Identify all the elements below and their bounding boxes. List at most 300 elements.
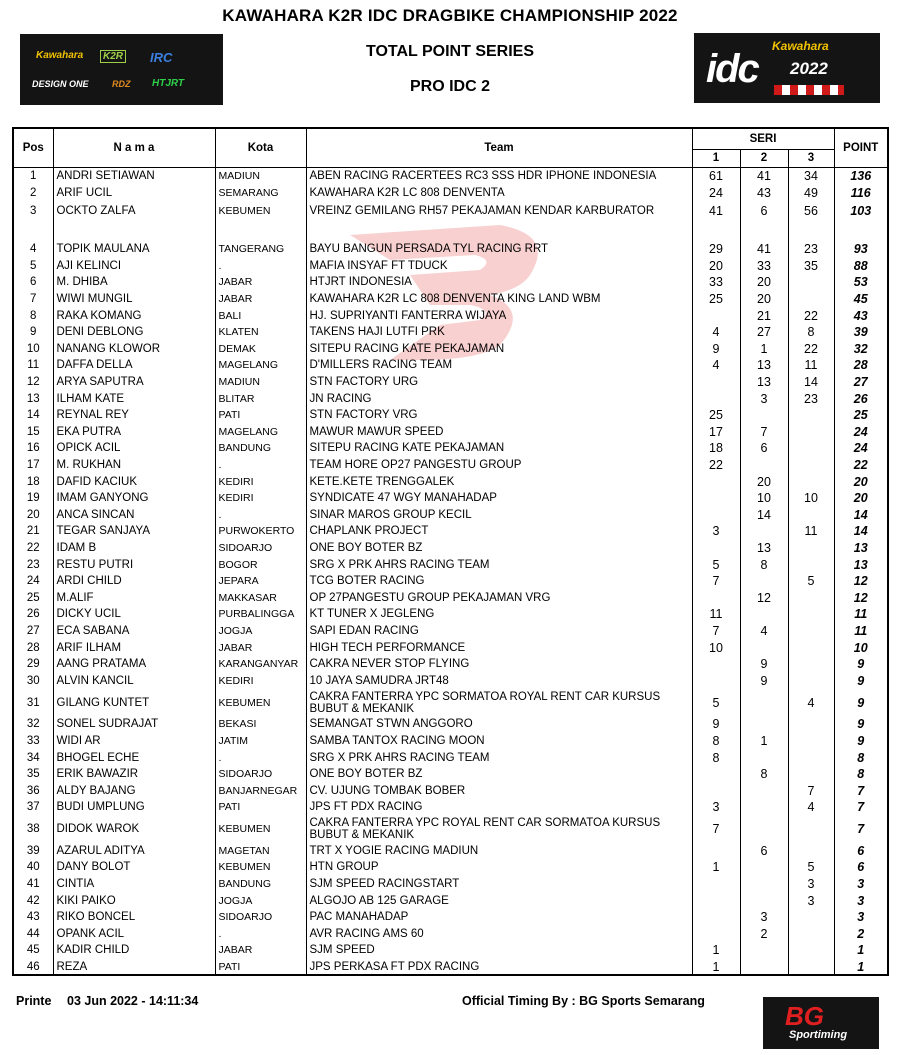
seri-2-cell: 6: [740, 440, 788, 457]
table-row: [13, 440, 888, 457]
city-cell: PURBALINGGA: [215, 606, 306, 623]
point-cell: 39: [834, 324, 888, 341]
seri-1-cell: [692, 876, 740, 893]
team-cell: TEAM HORE OP27 PANGESTU GROUP: [306, 457, 692, 474]
city-cell: KEBUMEN: [215, 201, 306, 221]
seri-1-cell: [692, 307, 740, 324]
seri-1-cell: [692, 507, 740, 524]
seri-2-cell: 7: [740, 424, 788, 441]
team-cell: SJM SPEED: [306, 942, 692, 959]
col-kota: Kota: [215, 128, 306, 167]
city-cell: JABAR: [215, 274, 306, 291]
name-cell: AANG PRATAMA: [53, 656, 215, 673]
seri-3-cell: [788, 540, 834, 557]
team-cell: JN RACING: [306, 390, 692, 407]
pos-cell: 10: [13, 341, 53, 358]
seri-1-cell: 61: [692, 167, 740, 184]
table-row: [13, 876, 888, 893]
city-cell: BOGOR: [215, 556, 306, 573]
point-cell: 136: [834, 167, 888, 184]
pos-cell: 29: [13, 656, 53, 673]
pos-cell: 20: [13, 507, 53, 524]
seri-3-cell: 11: [788, 357, 834, 374]
seri-2-cell: [740, 606, 788, 623]
pos-cell: 30: [13, 672, 53, 689]
table-row: [13, 716, 888, 733]
point-cell: 53: [834, 274, 888, 291]
name-cell: REZA: [53, 959, 215, 976]
col-seri: SERI: [692, 128, 834, 149]
name-cell: DICKY UCIL: [53, 606, 215, 623]
name-cell: DENI DEBLONG: [53, 324, 215, 341]
point-cell: 1: [834, 959, 888, 976]
table-row: [13, 258, 888, 275]
city-cell: JABAR: [215, 291, 306, 308]
name-cell: WIDI AR: [53, 733, 215, 750]
pos-cell: 4: [13, 241, 53, 258]
seri-2-cell: [740, 523, 788, 540]
name-cell: CINTIA: [53, 876, 215, 893]
point-cell: 14: [834, 507, 888, 524]
point-cell: 20: [834, 473, 888, 490]
name-cell: ECA SABANA: [53, 623, 215, 640]
pos-cell: 22: [13, 540, 53, 557]
city-cell: KLATEN: [215, 324, 306, 341]
seri-2-cell: 41: [740, 241, 788, 258]
team-cell: SRG X PRK AHRS RACING TEAM: [306, 556, 692, 573]
point-cell: 11: [834, 606, 888, 623]
table-row: [13, 656, 888, 673]
name-cell: GILANG KUNTET: [53, 689, 215, 716]
irc-logo: IRC: [150, 50, 173, 65]
seri-1-cell: [692, 540, 740, 557]
point-cell: 13: [834, 540, 888, 557]
seri-1-cell: [692, 589, 740, 606]
table-row: [13, 733, 888, 750]
table-row: [13, 184, 888, 201]
table-row: [13, 623, 888, 640]
name-cell: DANY BOLOT: [53, 859, 215, 876]
city-cell: KEBUMEN: [215, 689, 306, 716]
name-cell: RESTU PUTRI: [53, 556, 215, 573]
seri-2-cell: 33: [740, 258, 788, 275]
seri-2-cell: 8: [740, 766, 788, 783]
pos-cell: 43: [13, 909, 53, 926]
pos-cell: 27: [13, 623, 53, 640]
point-cell: 8: [834, 766, 888, 783]
name-cell: OCKTO ZALFA: [53, 201, 215, 221]
seri-1-cell: [692, 221, 740, 241]
name-cell: [53, 221, 215, 241]
pos-cell: 12: [13, 374, 53, 391]
team-cell: JPS FT PDX RACING: [306, 799, 692, 816]
point-cell: 22: [834, 457, 888, 474]
pos-cell: 17: [13, 457, 53, 474]
city-cell: PATI: [215, 959, 306, 976]
name-cell: OPICK ACIL: [53, 440, 215, 457]
seri-1-cell: 8: [692, 749, 740, 766]
point-cell: 7: [834, 799, 888, 816]
seri-1-cell: [692, 473, 740, 490]
bg-text: BG: [785, 1001, 824, 1031]
pos-cell: 35: [13, 766, 53, 783]
seri-2-cell: 20: [740, 291, 788, 308]
table-row: [13, 540, 888, 557]
bg-sportiming-logo: [763, 997, 879, 1049]
city-cell: SIDOARJO: [215, 766, 306, 783]
name-cell: ALDY BAJANG: [53, 782, 215, 799]
point-cell: 9: [834, 689, 888, 716]
pos-cell: 21: [13, 523, 53, 540]
name-cell: SONEL SUDRAJAT: [53, 716, 215, 733]
pos-cell: 1: [13, 167, 53, 184]
table-row: [13, 357, 888, 374]
name-cell: ARIF ILHAM: [53, 639, 215, 656]
city-cell: MAKKASAR: [215, 589, 306, 606]
seri-1-cell: 1: [692, 959, 740, 976]
seri-3-cell: [788, 589, 834, 606]
point-cell: 88: [834, 258, 888, 275]
city-cell: PATI: [215, 799, 306, 816]
seri-2-cell: 43: [740, 184, 788, 201]
htjrt-logo: HTJRT: [152, 78, 185, 89]
seri-3-cell: [788, 507, 834, 524]
seri-1-cell: 18: [692, 440, 740, 457]
seri-1-cell: 9: [692, 716, 740, 733]
name-cell: ARYA SAPUTRA: [53, 374, 215, 391]
seri-3-cell: [788, 274, 834, 291]
seri-2-cell: [740, 942, 788, 959]
table-row: [13, 859, 888, 876]
city-cell: JABAR: [215, 639, 306, 656]
pos-cell: 46: [13, 959, 53, 976]
seri-1-cell: 4: [692, 324, 740, 341]
col-nama: N a m a: [53, 128, 215, 167]
name-cell: ANDRI SETIAWAN: [53, 167, 215, 184]
pos-cell: 25: [13, 589, 53, 606]
city-cell: KEDIRI: [215, 473, 306, 490]
table-row: [13, 274, 888, 291]
col-pos: Pos: [13, 128, 53, 167]
team-cell: SITEPU RACING KATE PEKAJAMAN: [306, 341, 692, 358]
team-cell: HTJRT INDONESIA: [306, 274, 692, 291]
seri-3-cell: 22: [788, 307, 834, 324]
seri-1-cell: 3: [692, 799, 740, 816]
seri-3-cell: 35: [788, 258, 834, 275]
name-cell: EKA PUTRA: [53, 424, 215, 441]
city-cell: KEBUMEN: [215, 859, 306, 876]
name-cell: ANCA SINCAN: [53, 507, 215, 524]
seri-2-cell: 13: [740, 540, 788, 557]
city-cell: [215, 221, 306, 241]
name-cell: AZARUL ADITYA: [53, 843, 215, 860]
table-row: [13, 291, 888, 308]
point-cell: 9: [834, 716, 888, 733]
team-cell: [306, 221, 692, 241]
team-cell: TCG BOTER RACING: [306, 573, 692, 590]
point-cell: 9: [834, 733, 888, 750]
team-cell: KAWAHARA K2R LC 808 DENVENTA: [306, 184, 692, 201]
seri-3-cell: 4: [788, 689, 834, 716]
team-cell: CV. UJUNG TOMBAK BOBER: [306, 782, 692, 799]
pos-cell: 13: [13, 390, 53, 407]
seri-3-cell: 22: [788, 341, 834, 358]
point-cell: 10: [834, 639, 888, 656]
point-cell: 7: [834, 816, 888, 843]
team-cell: PAC MANAHADAP: [306, 909, 692, 926]
seri-1-cell: 8: [692, 733, 740, 750]
point-cell: 6: [834, 859, 888, 876]
city-cell: BANDUNG: [215, 440, 306, 457]
pos-cell: 8: [13, 307, 53, 324]
table-row: [13, 589, 888, 606]
name-cell: REYNAL REY: [53, 407, 215, 424]
seri-2-cell: [740, 959, 788, 976]
team-cell: KAWAHARA K2R LC 808 DENVENTA KING LAND WBM: [306, 291, 692, 308]
team-cell: TAKENS HAJI LUTFI PRK: [306, 324, 692, 341]
city-cell: BANJARNEGAR: [215, 782, 306, 799]
pos-cell: 37: [13, 799, 53, 816]
name-cell: OPANK ACIL: [53, 926, 215, 943]
idc-text: idc: [706, 47, 758, 91]
team-cell: SITEPU RACING KATE PEKAJAMAN: [306, 440, 692, 457]
col-point: POINT: [834, 128, 888, 167]
seri-1-cell: 29: [692, 241, 740, 258]
seri-3-cell: 5: [788, 859, 834, 876]
table-row: [13, 573, 888, 590]
point-cell: 2: [834, 926, 888, 943]
name-cell: RIKO BONCEL: [53, 909, 215, 926]
table-row: [13, 959, 888, 976]
table-row: [13, 424, 888, 441]
team-cell: KT TUNER X JEGLENG: [306, 606, 692, 623]
team-cell: KETE.KETE TRENGGALEK: [306, 473, 692, 490]
seri-2-cell: 9: [740, 672, 788, 689]
col-seri-2: 2: [740, 149, 788, 167]
team-cell: CHAPLANK PROJECT: [306, 523, 692, 540]
col-seri-3: 3: [788, 149, 834, 167]
table-row: [13, 490, 888, 507]
rdz-logo: RDZ: [112, 79, 131, 89]
seri-2-cell: 3: [740, 909, 788, 926]
team-cell: SAMBA TANTOX RACING MOON: [306, 733, 692, 750]
pos-cell: 3: [13, 201, 53, 221]
pos-cell: 5: [13, 258, 53, 275]
city-cell: PURWOKERTO: [215, 523, 306, 540]
seri-2-cell: [740, 749, 788, 766]
seri-3-cell: [788, 440, 834, 457]
table-row: [13, 523, 888, 540]
city-cell: MAGELANG: [215, 357, 306, 374]
city-cell: .: [215, 457, 306, 474]
city-cell: BANDUNG: [215, 876, 306, 893]
seri-2-cell: [740, 573, 788, 590]
city-cell: KEDIRI: [215, 672, 306, 689]
name-cell: ERIK BAWAZIR: [53, 766, 215, 783]
team-cell: ABEN RACING RACERTEES RC3 SSS HDR IPHONE INDONESIA: [306, 167, 692, 184]
team-cell: STN FACTORY URG: [306, 374, 692, 391]
seri-2-cell: 21: [740, 307, 788, 324]
name-cell: TEGAR SANJAYA: [53, 523, 215, 540]
table-row: [13, 221, 888, 241]
checkered-flag-icon: [774, 85, 844, 95]
seri-2-cell: 12: [740, 589, 788, 606]
seri-3-cell: 5: [788, 573, 834, 590]
seri-3-cell: 3: [788, 876, 834, 893]
table-row: [13, 507, 888, 524]
pos-cell: 26: [13, 606, 53, 623]
point-cell: 93: [834, 241, 888, 258]
name-cell: M. RUKHAN: [53, 457, 215, 474]
official-timing: Official Timing By : BG Sports Semarang: [462, 994, 705, 1008]
city-cell: MAGETAN: [215, 843, 306, 860]
point-cell: 32: [834, 341, 888, 358]
name-cell: ILHAM KATE: [53, 390, 215, 407]
table-row: [13, 942, 888, 959]
pos-cell: 2: [13, 184, 53, 201]
pos-cell: 7: [13, 291, 53, 308]
seri-3-cell: 3: [788, 892, 834, 909]
table-row: [13, 374, 888, 391]
city-cell: JEPARA: [215, 573, 306, 590]
seri-2-cell: 13: [740, 374, 788, 391]
seri-1-cell: 10: [692, 639, 740, 656]
year-text: 2022: [790, 59, 828, 78]
seri-1-cell: 7: [692, 623, 740, 640]
team-cell: D'MILLERS RACING TEAM: [306, 357, 692, 374]
name-cell: BUDI UMPLUNG: [53, 799, 215, 816]
seri-1-cell: [692, 656, 740, 673]
point-cell: 27: [834, 374, 888, 391]
team-cell: STN FACTORY VRG: [306, 407, 692, 424]
team-cell: ONE BOY BOTER BZ: [306, 766, 692, 783]
team-cell: ONE BOY BOTER BZ: [306, 540, 692, 557]
city-cell: TANGERANG: [215, 241, 306, 258]
name-cell: DIDOK WAROK: [53, 816, 215, 843]
city-cell: BEKASI: [215, 716, 306, 733]
team-cell: OP 27PANGESTU GROUP PEKAJAMAN VRG: [306, 589, 692, 606]
seri-2-cell: 2: [740, 926, 788, 943]
team-cell: BAYU BANGUN PERSADA TYL RACING RRT: [306, 241, 692, 258]
sponsor-logos: [20, 34, 223, 105]
pos-cell: 42: [13, 892, 53, 909]
seri-1-cell: 22: [692, 457, 740, 474]
pos-cell: 9: [13, 324, 53, 341]
sportiming-text: Sportiming: [789, 1029, 848, 1041]
name-cell: AJI KELINCI: [53, 258, 215, 275]
seri-3-cell: 56: [788, 201, 834, 221]
point-cell: 7: [834, 782, 888, 799]
report-subtitle: TOTAL POINT SERIES: [365, 43, 535, 60]
pos-cell: 16: [13, 440, 53, 457]
team-cell: TRT X YOGIE RACING MADIUN: [306, 843, 692, 860]
pos-cell: 18: [13, 473, 53, 490]
city-cell: .: [215, 507, 306, 524]
city-cell: SEMARANG: [215, 184, 306, 201]
seri-1-cell: 17: [692, 424, 740, 441]
seri-3-cell: [788, 816, 834, 843]
seri-3-cell: [788, 672, 834, 689]
table-row: [13, 201, 888, 221]
team-cell: HIGH TECH PERFORMANCE: [306, 639, 692, 656]
city-cell: MADIUN: [215, 374, 306, 391]
seri-2-cell: 4: [740, 623, 788, 640]
city-cell: DEMAK: [215, 341, 306, 358]
name-cell: M.ALIF: [53, 589, 215, 606]
pos-cell: 32: [13, 716, 53, 733]
table-row: [13, 307, 888, 324]
table-row: [13, 407, 888, 424]
seri-1-cell: 25: [692, 407, 740, 424]
pos-cell: 19: [13, 490, 53, 507]
pos-cell: 33: [13, 733, 53, 750]
seri-3-cell: 4: [788, 799, 834, 816]
point-cell: 45: [834, 291, 888, 308]
seri-3-cell: [788, 424, 834, 441]
table-row: [13, 167, 888, 184]
table-row: [13, 926, 888, 943]
seri-2-cell: 14: [740, 507, 788, 524]
name-cell: IMAM GANYONG: [53, 490, 215, 507]
table-row: [13, 390, 888, 407]
k2r-logo: K2R: [100, 50, 126, 63]
seri-2-cell: 1: [740, 733, 788, 750]
pos-cell: 15: [13, 424, 53, 441]
name-cell: ALVIN KANCIL: [53, 672, 215, 689]
table-row: [13, 341, 888, 358]
seri-1-cell: [692, 374, 740, 391]
seri-3-cell: [788, 959, 834, 976]
seri-3-cell: [788, 407, 834, 424]
name-cell: NANANG KLOWOR: [53, 341, 215, 358]
table-row: [13, 749, 888, 766]
city-cell: KARANGANYAR: [215, 656, 306, 673]
seri-1-cell: 11: [692, 606, 740, 623]
city-cell: .: [215, 749, 306, 766]
pos-cell: 14: [13, 407, 53, 424]
team-cell: 10 JAYA SAMUDRA JRT48: [306, 672, 692, 689]
seri-3-cell: 10: [788, 490, 834, 507]
name-cell: M. DHIBA: [53, 274, 215, 291]
seri-1-cell: 7: [692, 573, 740, 590]
name-cell: DAFFA DELLA: [53, 357, 215, 374]
point-cell: 14: [834, 523, 888, 540]
city-cell: KEBUMEN: [215, 816, 306, 843]
city-cell: .: [215, 258, 306, 275]
design-one-logo: DESIGN ONE: [32, 79, 89, 89]
city-cell: KEDIRI: [215, 490, 306, 507]
point-cell: 26: [834, 390, 888, 407]
team-cell: SAPI EDAN RACING: [306, 623, 692, 640]
team-cell: HJ. SUPRIYANTI FANTERRA WIJAYA: [306, 307, 692, 324]
city-cell: MAGELANG: [215, 424, 306, 441]
seri-3-cell: [788, 926, 834, 943]
printed-label: Printe: [16, 994, 52, 1008]
seri-3-cell: [788, 291, 834, 308]
point-cell: 43: [834, 307, 888, 324]
seri-3-cell: [788, 749, 834, 766]
seri-3-cell: [788, 843, 834, 860]
pos-cell: 6: [13, 274, 53, 291]
name-cell: IDAM B: [53, 540, 215, 557]
city-cell: JOGJA: [215, 623, 306, 640]
team-cell: HTN GROUP: [306, 859, 692, 876]
col-team: Team: [306, 128, 692, 167]
city-cell: PATI: [215, 407, 306, 424]
city-cell: JATIM: [215, 733, 306, 750]
point-cell: 9: [834, 656, 888, 673]
team-cell: ALGOJO AB 125 GARAGE: [306, 892, 692, 909]
